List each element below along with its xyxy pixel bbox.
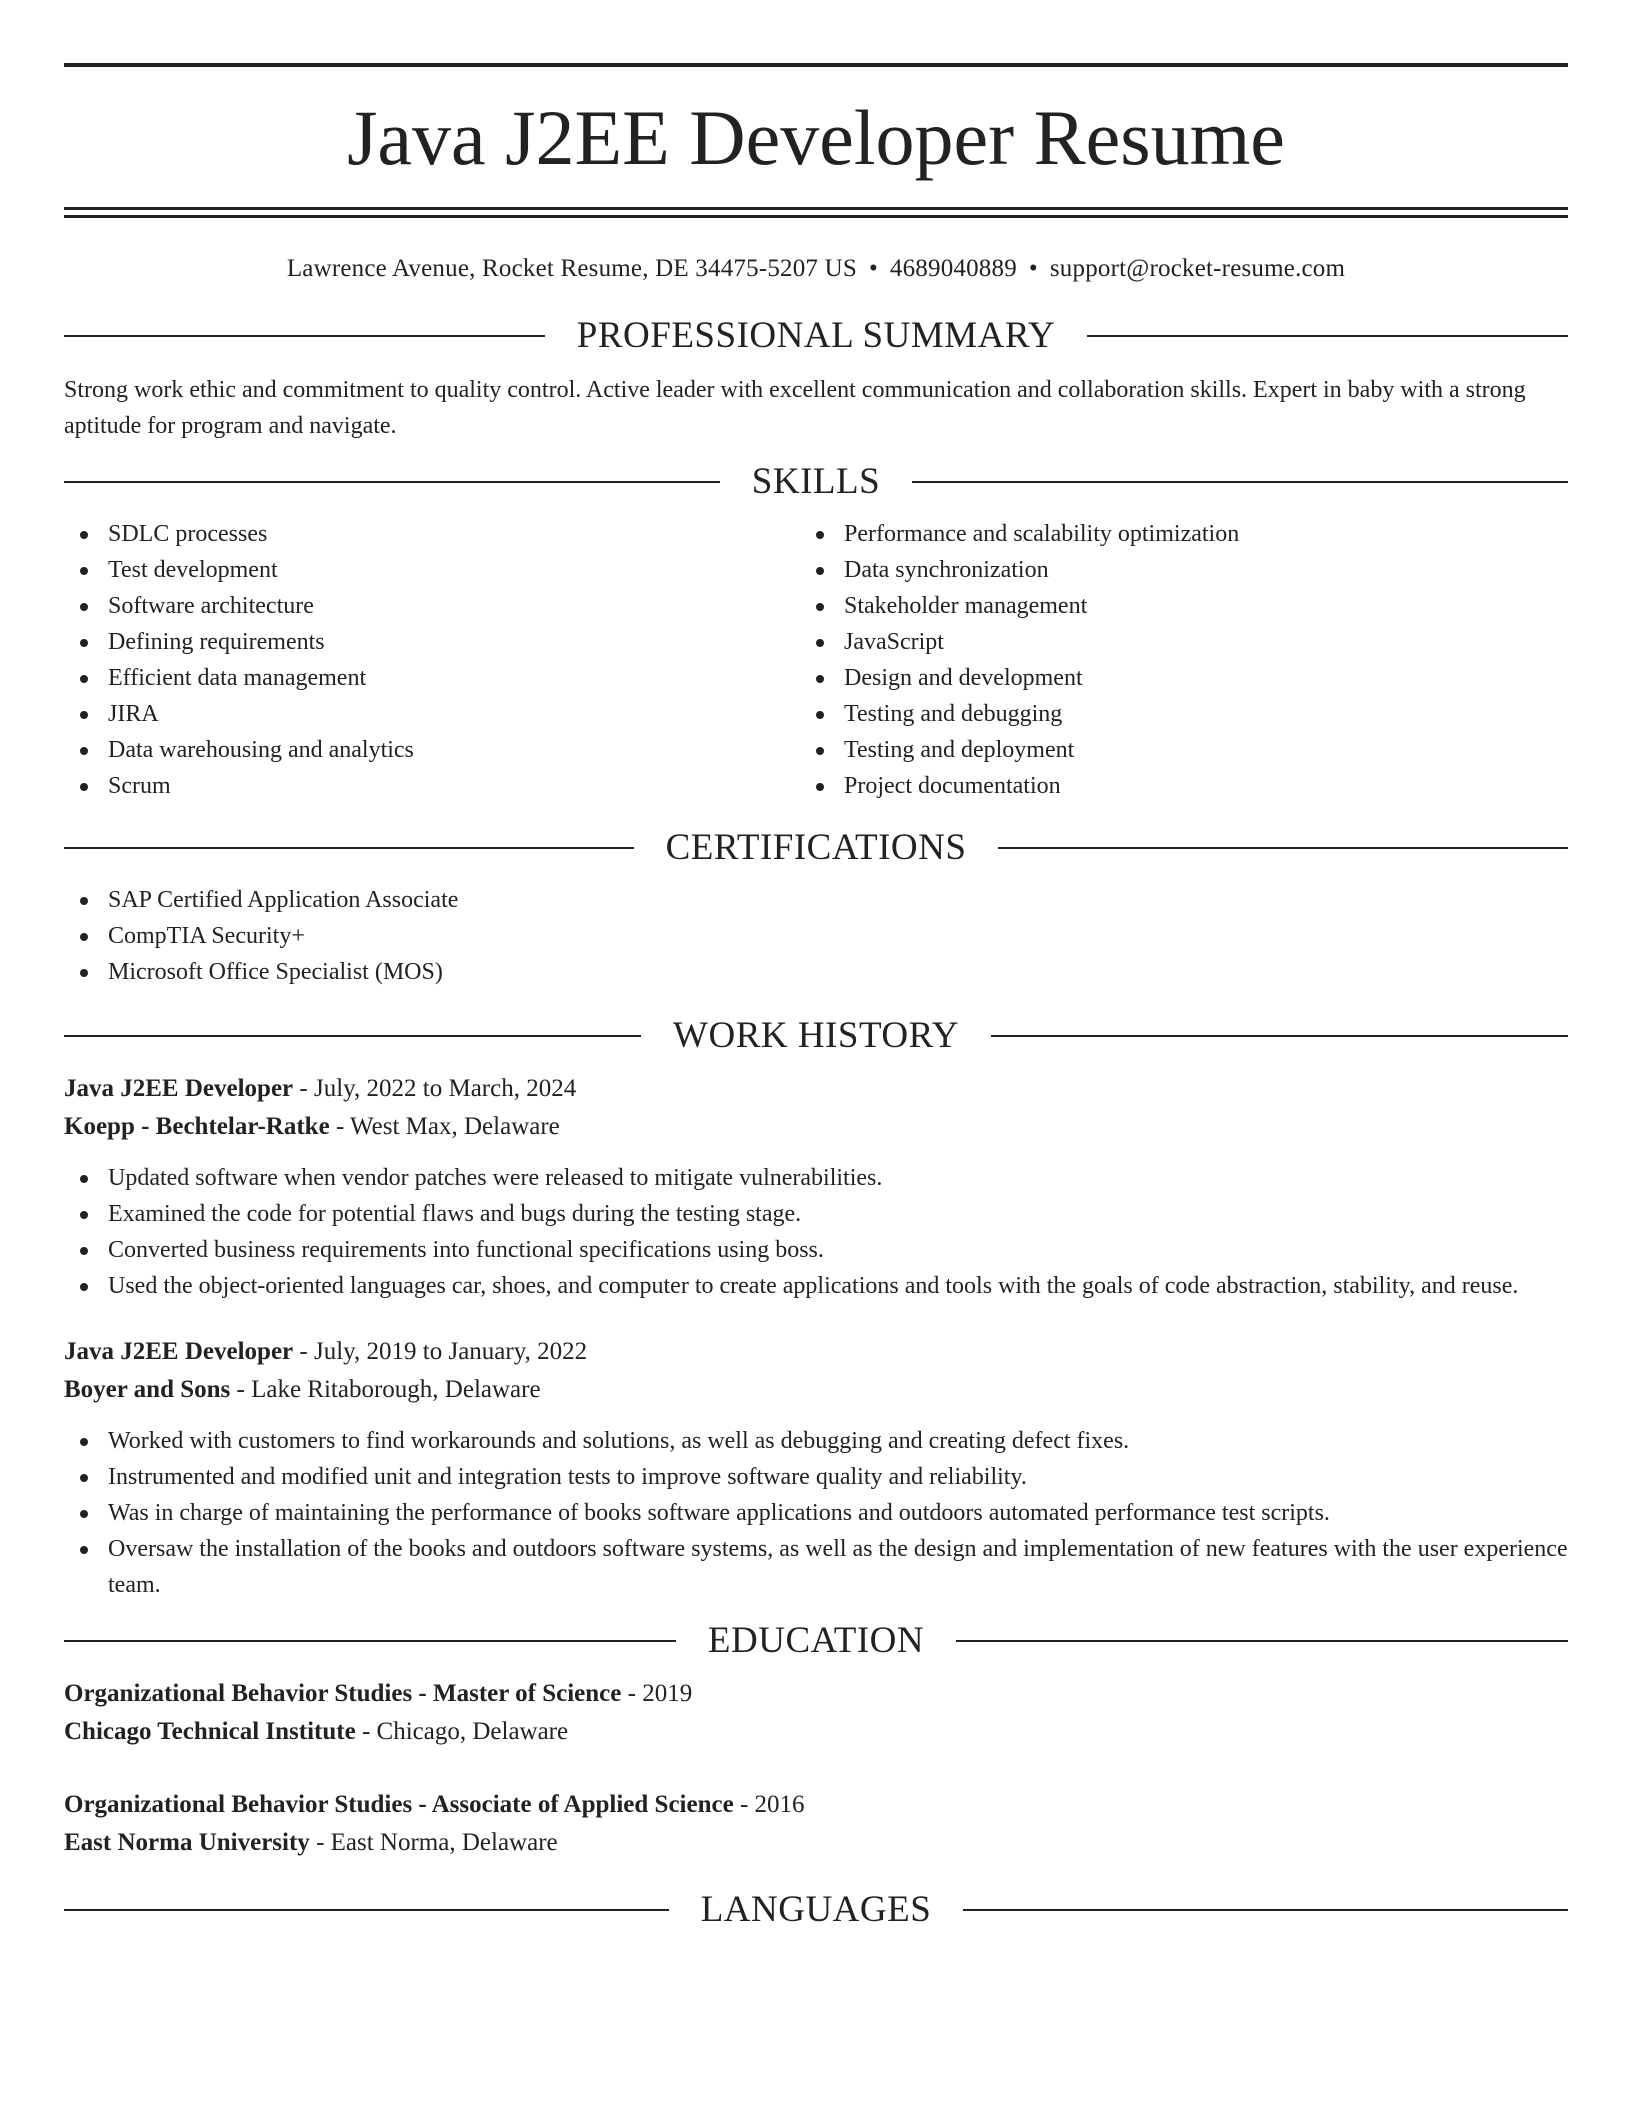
heading-rule: [956, 1640, 1568, 1642]
contact-phone: 4689040889: [889, 255, 1017, 282]
skill-item: Software architecture: [108, 588, 808, 624]
education-school: Chicago Technical Institute: [64, 1718, 356, 1745]
job-bullets: [64, 1160, 1568, 1304]
section-heading-languages: [64, 1888, 1568, 1932]
heading-rule: [998, 847, 1568, 849]
education-location: - Chicago, Delaware: [355, 1718, 569, 1745]
heading-rule: [64, 1035, 641, 1037]
education-degree: Organizational Behavior Studies - Associate of Applied Science: [64, 1791, 734, 1818]
skill-item: Data synchronization: [844, 552, 1544, 588]
certification-item: Microsoft Office Specialist (MOS): [108, 954, 1568, 990]
certification-item: CompTIA Security+: [108, 918, 1568, 954]
job-bullet: Used the object-oriented languages car, shoes, and computer to create applications and tools with the goals of code abstraction, stability, and reuse.: [108, 1268, 1568, 1304]
section-title-languages: LANGUAGES: [700, 1889, 932, 1930]
skills-column-left: [64, 516, 808, 804]
heading-rule: [64, 847, 634, 849]
skill-item: Stakeholder management: [844, 588, 1544, 624]
job-bullet: Examined the code for potential flaws and bugs during the testing stage.: [108, 1196, 1568, 1232]
section-heading-summary: [64, 314, 1568, 358]
contact-separator: •: [1028, 255, 1038, 282]
job-company: Boyer and Sons: [64, 1376, 231, 1403]
job-location: - West Max, Delaware: [329, 1113, 560, 1140]
job-bullet: Worked with customers to find workarounds and solutions, as well as debugging and creating defect fixes.: [108, 1423, 1568, 1459]
heading-rule: [64, 1640, 676, 1642]
job-entry: [64, 1070, 1568, 1304]
skill-item: Defining requirements: [108, 624, 808, 660]
job-bullet: Was in charge of maintaining the performance of books software applications and outdoors automated performance test scripts.: [108, 1495, 1568, 1531]
section-title-certifications: CERTIFICATIONS: [665, 827, 967, 868]
skill-item: Project documentation: [844, 768, 1544, 804]
skill-item: JIRA: [108, 696, 808, 732]
heading-rule: [64, 481, 720, 483]
skill-item: JavaScript: [844, 624, 1544, 660]
skill-item: SDLC processes: [108, 516, 808, 552]
heading-rule: [912, 481, 1568, 483]
heading-rule: [1087, 335, 1568, 337]
job-bullet: Updated software when vendor patches were released to mitigate vulnerabilities.: [108, 1160, 1568, 1196]
contact-email: support@rocket-resume.com: [1049, 255, 1346, 282]
job-bullet: Converted business requirements into functional specifications using boss.: [108, 1232, 1568, 1268]
job-entry: [64, 1333, 1568, 1603]
section-title-summary: PROFESSIONAL SUMMARY: [576, 315, 1056, 356]
section-heading-work-history: [64, 1014, 1568, 1058]
skill-item: Data warehousing and analytics: [108, 732, 808, 768]
section-title-skills: SKILLS: [751, 461, 881, 502]
summary-text: Strong work ethic and commitment to quality control. Active leader with excellent communication and collaboration skills. Expert in baby with a strong aptitude for program and navigate.: [64, 377, 1526, 439]
job-title: Java J2EE Developer: [64, 1338, 294, 1365]
skill-item: Performance and scalability optimization: [844, 516, 1544, 552]
section-heading-education: [64, 1619, 1568, 1663]
contact-line: [64, 253, 1568, 285]
contact-address: Lawrence Avenue, Rocket Resume, DE 34475-5207 US: [286, 255, 857, 282]
skill-item: Testing and debugging: [844, 696, 1544, 732]
heading-rule: [991, 1035, 1568, 1037]
page-title: Java J2EE Developer Resume: [347, 94, 1285, 181]
education-year: - 2019: [621, 1680, 693, 1707]
job-company-line: [64, 1371, 1568, 1409]
skill-item: Test development: [108, 552, 808, 588]
job-title: Java J2EE Developer: [64, 1075, 294, 1102]
section-heading-certifications: [64, 826, 1568, 870]
skill-item: Testing and deployment: [844, 732, 1544, 768]
skill-item: Efficient data management: [108, 660, 808, 696]
education-degree: Organizational Behavior Studies - Master of Science: [64, 1680, 622, 1707]
job-dates: - July, 2019 to January, 2022: [293, 1338, 588, 1365]
section-heading-skills: [64, 460, 1568, 504]
heading-rule: [64, 1909, 669, 1911]
job-bullet: Instrumented and modified unit and integration tests to improve software quality and reliability.: [108, 1459, 1568, 1495]
education-degree-line: [64, 1675, 1568, 1713]
job-title-line: [64, 1333, 1568, 1371]
job-company-line: [64, 1108, 1568, 1146]
certifications-list: [64, 882, 1568, 990]
heading-rule: [64, 335, 545, 337]
job-company: Koepp - Bechtelar-Ratke: [64, 1113, 330, 1140]
education-school: East Norma University: [64, 1829, 310, 1856]
education-degree-line: [64, 1786, 1568, 1824]
skills-list: [64, 516, 1568, 804]
education-year: - 2016: [733, 1791, 805, 1818]
section-title-education: EDUCATION: [707, 1620, 925, 1661]
job-bullets: [64, 1423, 1568, 1603]
education-school-line: [64, 1824, 1568, 1862]
education-location: - East Norma, Delaware: [309, 1829, 558, 1856]
education-entry: [64, 1786, 1568, 1862]
education-school-line: [64, 1713, 1568, 1751]
top-rule: [64, 63, 1568, 67]
contact-separator: •: [868, 255, 878, 282]
skill-item: Design and development: [844, 660, 1544, 696]
resume-page: [64, 0, 1568, 1932]
title-double-rule: [64, 207, 1568, 218]
certification-item: SAP Certified Application Associate: [108, 882, 1568, 918]
education-entry: [64, 1675, 1568, 1751]
job-bullet: Oversaw the installation of the books and outdoors software systems, as well as the design and implementation of new features with the user experience team.: [108, 1531, 1568, 1603]
skills-column-right: [808, 516, 1544, 804]
section-title-work-history: WORK HISTORY: [673, 1015, 959, 1056]
heading-rule: [963, 1909, 1568, 1911]
job-dates: - July, 2022 to March, 2024: [293, 1075, 577, 1102]
job-location: - Lake Ritaborough, Delaware: [230, 1376, 541, 1403]
skill-item: Scrum: [108, 768, 808, 804]
job-title-line: [64, 1070, 1568, 1108]
